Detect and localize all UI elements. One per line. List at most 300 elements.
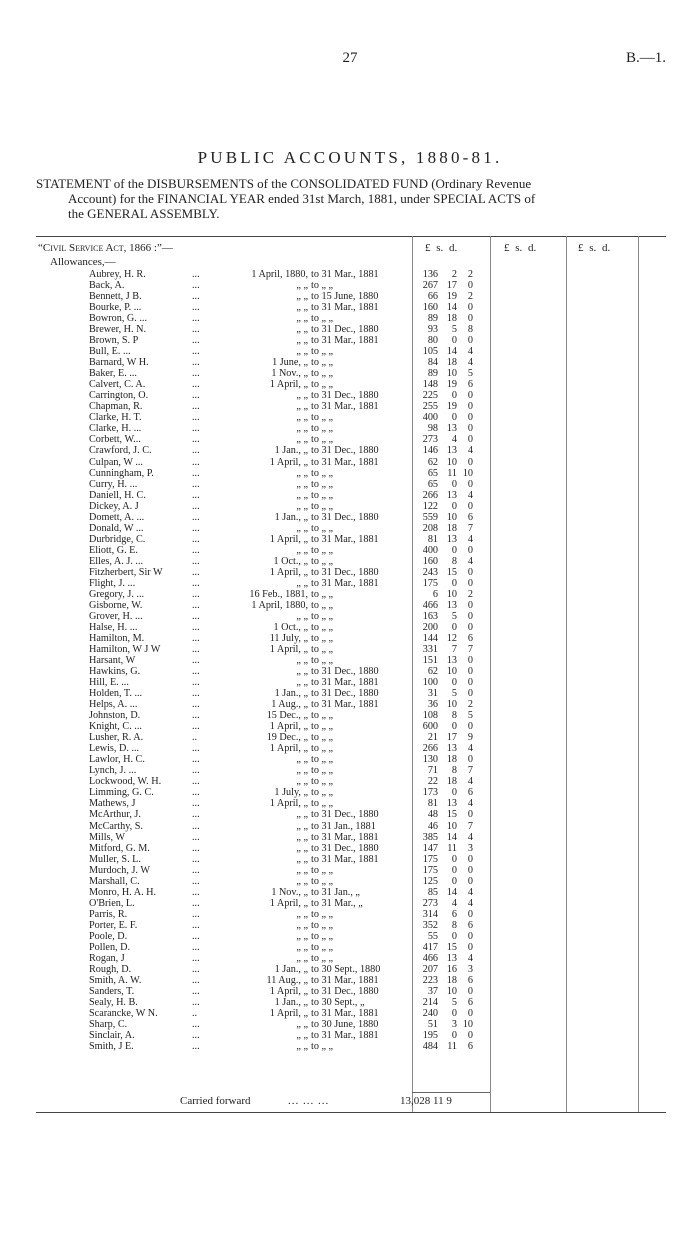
amount-pence: 0 [467, 655, 473, 667]
amount-pence: 10 [462, 467, 473, 479]
period-from: 1 Oct., „ [273, 621, 308, 633]
amount-shillings: 7 [451, 644, 457, 656]
amount-pence: 0 [467, 456, 473, 468]
leader-dots: ... [192, 621, 200, 633]
period-to: to „ „ [311, 544, 334, 556]
leader-dots: ... [192, 456, 200, 468]
amount-pounds: 175 [422, 853, 438, 865]
leader-dots: ... [192, 390, 200, 402]
amount-pence: 4 [467, 831, 473, 843]
payee-name: Eliott, G. E. [89, 544, 138, 556]
amount-pounds: 80 [427, 335, 438, 347]
period-to: to 31 Mar., 1881 [311, 456, 379, 468]
amount-shillings: 8 [451, 555, 457, 567]
period-from: 1 April, „ [269, 897, 308, 909]
amount-pence: 7 [467, 522, 473, 534]
page-title: PUBLIC ACCOUNTS, 1880-81. [197, 148, 503, 167]
amount-pounds: 147 [422, 842, 438, 854]
period-to: to 31 Mar., 1881 [311, 269, 379, 280]
table-row [0, 457, 700, 468]
period-to: to „ „ [311, 500, 334, 512]
table-row [0, 699, 700, 710]
carried-forward-row [0, 1095, 700, 1109]
amount-pence: 0 [467, 1008, 473, 1019]
table-row [0, 677, 700, 688]
amount-pence: 0 [467, 809, 473, 821]
period-to: to „ „ [311, 776, 334, 788]
amount-pounds: 400 [422, 544, 438, 556]
leader-dots: ... [192, 566, 200, 578]
period-to: to „ „ [311, 798, 334, 810]
table-row [0, 445, 700, 456]
period-from: 1 June, „ [272, 357, 308, 369]
table-row [0, 876, 700, 887]
period-to: to 31 Mar., 1881 [311, 831, 379, 843]
period-from: „ „ [296, 544, 308, 556]
period-from: 1 July, „ [274, 787, 308, 799]
payee-name: Poole, D. [89, 930, 128, 942]
table-row [0, 578, 700, 589]
leader-dots: ... [192, 1041, 200, 1053]
allowances-heading: Allowances,— [50, 256, 116, 268]
table-row [0, 865, 700, 876]
amount-pence: 10 [462, 1019, 473, 1031]
amount-pence: 4 [467, 897, 473, 909]
payee-name: Hawkins, G. [89, 666, 141, 678]
amount-pence: 9 [467, 732, 473, 744]
amount-pence: 0 [467, 875, 473, 887]
amount-shillings: 0 [451, 787, 457, 799]
period-to: to 31 Mar., „ [311, 897, 363, 909]
period-from: „ „ [296, 346, 308, 358]
period-to: to „ „ [311, 732, 334, 744]
leader-dots: ... ... ... [288, 1095, 330, 1107]
period-from: „ „ [296, 677, 308, 689]
amount-shillings: 0 [451, 875, 457, 887]
period-to: to „ „ [311, 423, 334, 435]
period-to: to 31 Dec., 1880 [311, 445, 379, 457]
amount-shillings: 16 [446, 963, 457, 975]
amount-shillings: 0 [451, 478, 457, 490]
amount-pence: 7 [467, 820, 473, 832]
leader-dots: ... [192, 291, 200, 303]
leader-dots: ... [192, 886, 200, 898]
table-row [0, 490, 700, 501]
statement-intro [36, 176, 666, 221]
period-to: to „ „ [311, 655, 334, 667]
amount-shillings: 18 [446, 522, 457, 534]
amount-pounds: 267 [422, 280, 438, 292]
payee-name: Grover, H. ... [89, 610, 143, 622]
period-from: 1 Jan., „ [274, 445, 308, 457]
amount-shillings: 17 [446, 280, 457, 292]
payee-name: Barnard, W H. [89, 357, 149, 369]
amount-pence: 6 [467, 974, 473, 986]
payee-name: Domett, A. ... [89, 511, 145, 523]
leader-dots: ... [192, 721, 200, 733]
amount-shillings: 5 [451, 610, 457, 622]
table-row [0, 1030, 700, 1041]
period-from: „ „ [296, 434, 308, 446]
leader-dots: ... [192, 577, 200, 589]
money-column-header: £ s. d. [504, 242, 537, 254]
period-from: 11 Aug., „ [266, 974, 308, 986]
table-row [0, 931, 700, 942]
amount-pounds: 208 [422, 522, 438, 534]
amount-pence: 0 [467, 577, 473, 589]
amount-pounds: 89 [427, 368, 438, 380]
table-row [0, 434, 700, 445]
amount-shillings: 18 [446, 974, 457, 986]
amount-pounds: 385 [422, 831, 438, 843]
leader-dots: ... [192, 280, 200, 292]
period-from: 1 April, „ [269, 379, 308, 391]
amount-pence: 4 [467, 346, 473, 358]
table-row [0, 787, 700, 798]
amount-pounds: 163 [422, 610, 438, 622]
amount-pounds: 400 [422, 412, 438, 424]
amount-shillings: 14 [446, 302, 457, 314]
money-column-header: £ s. d. [578, 242, 611, 254]
period-from: „ „ [296, 1030, 308, 1042]
amount-pounds: 62 [427, 456, 438, 468]
leader-dots: ... [192, 776, 200, 788]
payee-name: Sharp, C. [89, 1019, 128, 1031]
amount-pounds: 200 [422, 621, 438, 633]
leader-dots: ... [192, 809, 200, 821]
period-to: to 31 Mar., 1881 [311, 335, 379, 347]
payee-name: Mitford, G. M. [89, 842, 150, 854]
payee-name: Sealy, H. B. [89, 996, 138, 1008]
intro-line-2: Account) for the FINANCIAL YEAR ended 31st March, 1881, under SPECIAL ACTS of [68, 191, 536, 206]
period-from: 1 April, 1880, [251, 269, 308, 280]
amount-shillings: 13 [446, 489, 457, 501]
amount-pence: 4 [467, 445, 473, 457]
leader-dots: ... [192, 500, 200, 512]
amount-pounds: 151 [422, 655, 438, 667]
amount-pounds: 22 [427, 776, 438, 788]
period-from: „ „ [296, 864, 308, 876]
table-row [0, 964, 700, 975]
payee-name: Porter, E. F. [89, 919, 138, 931]
payee-name: Brown, S. P [89, 335, 139, 347]
period-to: to „ „ [311, 864, 334, 876]
period-from: „ „ [296, 765, 308, 777]
period-to: to „ „ [311, 368, 334, 380]
amount-shillings: 0 [451, 335, 457, 347]
table-row [0, 843, 700, 854]
period-to: to „ „ [311, 412, 334, 424]
leader-dots: ... [192, 412, 200, 424]
amount-pounds: 273 [422, 434, 438, 446]
leader-dots: ... [192, 313, 200, 325]
amount-pounds: 559 [422, 511, 438, 523]
period-from: „ „ [296, 577, 308, 589]
amount-shillings: 10 [446, 820, 457, 832]
period-to: to „ „ [311, 941, 334, 953]
amount-pence: 4 [467, 743, 473, 755]
payee-name: Rogan, J [89, 952, 125, 964]
amount-shillings: 17 [446, 732, 457, 744]
payee-name: Durbridge, C. [89, 533, 146, 545]
amount-pence: 0 [467, 390, 473, 402]
amount-shillings: 0 [451, 721, 457, 733]
period-from: 1 Nov., „ [271, 886, 308, 898]
amount-pounds: 466 [422, 952, 438, 964]
leader-dots: ... [192, 478, 200, 490]
period-to: to 30 Sept., 1880 [311, 963, 381, 975]
table-row [0, 523, 700, 534]
amount-pence: 4 [467, 798, 473, 810]
period-from: 19 Dec., „ [266, 732, 308, 744]
amount-shillings: 4 [451, 897, 457, 909]
period-to: to „ „ [311, 313, 334, 325]
period-from: 1 April, „ [269, 721, 308, 733]
leader-dots: ... [192, 754, 200, 766]
period-to: to „ „ [311, 489, 334, 501]
period-to: to 31 Dec., 1880 [311, 666, 379, 678]
amount-shillings: 10 [446, 368, 457, 380]
amount-pence: 0 [467, 610, 473, 622]
payee-name: Pollen, D. [89, 941, 131, 953]
leader-dots: ... [192, 401, 200, 413]
amount-shillings: 14 [446, 886, 457, 898]
amount-pounds: 466 [422, 599, 438, 611]
period-to: to 31 Dec., 1880 [311, 688, 379, 700]
amount-pounds: 71 [427, 765, 438, 777]
period-to: to „ „ [311, 930, 334, 942]
amount-pounds: 62 [427, 666, 438, 678]
table-row [0, 809, 700, 820]
amount-pence: 0 [467, 302, 473, 314]
period-to: to 31 Jan., 1881 [311, 820, 376, 832]
amount-shillings: 14 [446, 346, 457, 358]
payee-name: Rough, D. [89, 963, 132, 975]
amount-pounds: 148 [422, 379, 438, 391]
period-to: to 31 Mar., 1881 [311, 1008, 379, 1019]
amount-pounds: 122 [422, 500, 438, 512]
amount-pence: 6 [467, 632, 473, 644]
period-from: „ „ [296, 842, 308, 854]
amount-pence: 0 [467, 500, 473, 512]
period-from: „ „ [296, 489, 308, 501]
amount-pounds: 65 [427, 478, 438, 490]
leader-dots: ... [192, 765, 200, 777]
period-to: to „ „ [311, 621, 334, 633]
payee-name: Limming, G. C. [89, 787, 154, 799]
leader-dots: ... [192, 489, 200, 501]
period-from: „ „ [296, 831, 308, 843]
amount-shillings: 10 [446, 588, 457, 600]
table-row [0, 346, 700, 357]
payee-name: Crawford, J. C. [89, 445, 152, 457]
amount-shillings: 18 [446, 313, 457, 325]
table-row [0, 832, 700, 843]
leader-dots: ... [192, 346, 200, 358]
period-from: „ „ [296, 280, 308, 292]
leader-dots: ... [192, 996, 200, 1008]
payee-name: Lewis, D. ... [89, 743, 140, 755]
period-to: to „ „ [311, 952, 334, 964]
amount-shillings: 0 [451, 500, 457, 512]
period-from: „ „ [296, 853, 308, 865]
payee-name: Knight, C. ... [89, 721, 142, 733]
period-from: 1 April, 1880, [251, 599, 308, 611]
amount-pence: 0 [467, 423, 473, 435]
payee-name: Lockwood, W. H. [89, 776, 162, 788]
payee-name: Monro, H. A. H. [89, 886, 157, 898]
amount-pounds: 240 [422, 1008, 438, 1019]
amount-pence: 7 [467, 765, 473, 777]
amount-shillings: 11 [447, 842, 457, 854]
payee-name: Flight, J. ... [89, 577, 136, 589]
amount-pence: 0 [467, 599, 473, 611]
period-to: to 31 Mar., 1881 [311, 974, 379, 986]
period-from: „ „ [296, 941, 308, 953]
table-row [0, 622, 700, 633]
period-to: to 31 Mar., 1881 [311, 302, 379, 314]
table-row [0, 600, 700, 611]
table-row [0, 556, 700, 567]
period-from: „ „ [296, 522, 308, 534]
period-to: to „ „ [311, 721, 334, 733]
amount-pence: 0 [467, 677, 473, 689]
amount-pounds: 173 [422, 787, 438, 799]
table-row [0, 887, 700, 898]
payee-name: Corbett, W... [89, 434, 141, 446]
page-number: 27 [342, 50, 358, 66]
amount-pence: 0 [467, 930, 473, 942]
period-from: „ „ [296, 1041, 308, 1053]
table-row [0, 854, 700, 865]
amount-shillings: 15 [446, 566, 457, 578]
leader-dots: ... [192, 908, 200, 920]
amount-shillings: 13 [446, 533, 457, 545]
period-to: to 31 Mar., 1881 [311, 577, 379, 589]
table-row [0, 1008, 700, 1019]
amount-shillings: 19 [446, 401, 457, 413]
amount-pence: 0 [467, 666, 473, 678]
leader-dots: ... [192, 941, 200, 953]
payee-name: Harsant, W [89, 655, 136, 667]
period-from: 1 April, „ [269, 985, 308, 997]
payee-name: Cunningham, P. [89, 467, 154, 479]
table-row [0, 390, 700, 401]
period-from: „ „ [296, 423, 308, 435]
amount-pounds: 31 [427, 688, 438, 700]
payee-name: Smith, J E. [89, 1041, 134, 1053]
table-row [0, 909, 700, 920]
table-row [0, 313, 700, 324]
amount-pounds: 484 [422, 1041, 438, 1053]
amount-pounds: 160 [422, 302, 438, 314]
amount-shillings: 18 [446, 357, 457, 369]
amount-pence: 0 [467, 688, 473, 700]
leader-dots: .. [192, 1008, 198, 1019]
amount-shillings: 13 [446, 423, 457, 435]
amount-pence: 2 [467, 269, 473, 280]
period-to: to 31 Dec., 1880 [311, 324, 379, 336]
amount-shillings: 8 [451, 710, 457, 722]
amount-pounds: 331 [422, 644, 438, 656]
leader-dots: ... [192, 831, 200, 843]
leader-dots: ... [192, 269, 200, 280]
period-to: to „ „ [311, 379, 334, 391]
leader-dots: ... [192, 842, 200, 854]
amount-pence: 0 [467, 412, 473, 424]
amount-pence: 6 [467, 996, 473, 1008]
amount-shillings: 5 [451, 688, 457, 700]
period-from: „ „ [296, 655, 308, 667]
period-to: to „ „ [311, 434, 334, 446]
carried-forward-label: Carried forward [180, 1095, 251, 1107]
amount-shillings: 13 [446, 445, 457, 457]
period-to: to „ „ [311, 632, 334, 644]
amount-shillings: 13 [446, 743, 457, 755]
amount-pence: 6 [467, 919, 473, 931]
period-from: „ „ [296, 467, 308, 479]
amount-pounds: 266 [422, 489, 438, 501]
amount-shillings: 0 [451, 1008, 457, 1019]
payee-name: Mills, W [89, 831, 126, 843]
amount-pence: 6 [467, 1041, 473, 1053]
period-from: „ „ [296, 908, 308, 920]
leader-dots: .. [192, 732, 198, 744]
period-to: to 31 Mar., 1881 [311, 853, 379, 865]
payee-name: Calvert, C. A. [89, 379, 146, 391]
amount-pounds: 273 [422, 897, 438, 909]
amount-pounds: 136 [422, 269, 438, 280]
period-from: „ „ [296, 930, 308, 942]
table-row [0, 501, 700, 512]
period-to: to 31 Jan., „ [311, 886, 360, 898]
leader-dots: ... [192, 357, 200, 369]
leader-dots: ... [192, 666, 200, 678]
amount-pounds: 175 [422, 864, 438, 876]
period-from: „ „ [296, 401, 308, 413]
period-from: „ „ [296, 390, 308, 402]
period-to: to 31 Dec., 1880 [311, 842, 379, 854]
period-to: to 30 Sept., „ [311, 996, 365, 1008]
amount-shillings: 15 [446, 809, 457, 821]
amount-pounds: 65 [427, 467, 438, 479]
leader-dots: ... [192, 963, 200, 975]
amount-pence: 0 [467, 621, 473, 633]
amount-pounds: 108 [422, 710, 438, 722]
amount-shillings: 5 [451, 324, 457, 336]
amount-shillings: 11 [447, 1041, 457, 1053]
leader-dots: ... [192, 467, 200, 479]
payee-name: Parris, R. [89, 908, 128, 920]
leader-dots: ... [192, 875, 200, 887]
table-row [0, 765, 700, 776]
amount-shillings: 18 [446, 754, 457, 766]
leader-dots: ... [192, 423, 200, 435]
table-row [0, 534, 700, 545]
period-from: „ „ [296, 412, 308, 424]
period-from: 1 Nov., „ [271, 368, 308, 380]
period-to: to „ „ [311, 919, 334, 931]
table-row [0, 335, 700, 346]
period-to: to „ „ [311, 644, 334, 656]
payee-name: Marshall, C. [89, 875, 140, 887]
period-from: 1 April, „ [269, 644, 308, 656]
amount-shillings: 11 [447, 467, 457, 479]
payee-name: Lynch, J. ... [89, 765, 137, 777]
leader-dots: ... [192, 688, 200, 700]
amount-shillings: 3 [451, 1019, 457, 1031]
payee-name: McCarthy, S. [89, 820, 143, 832]
